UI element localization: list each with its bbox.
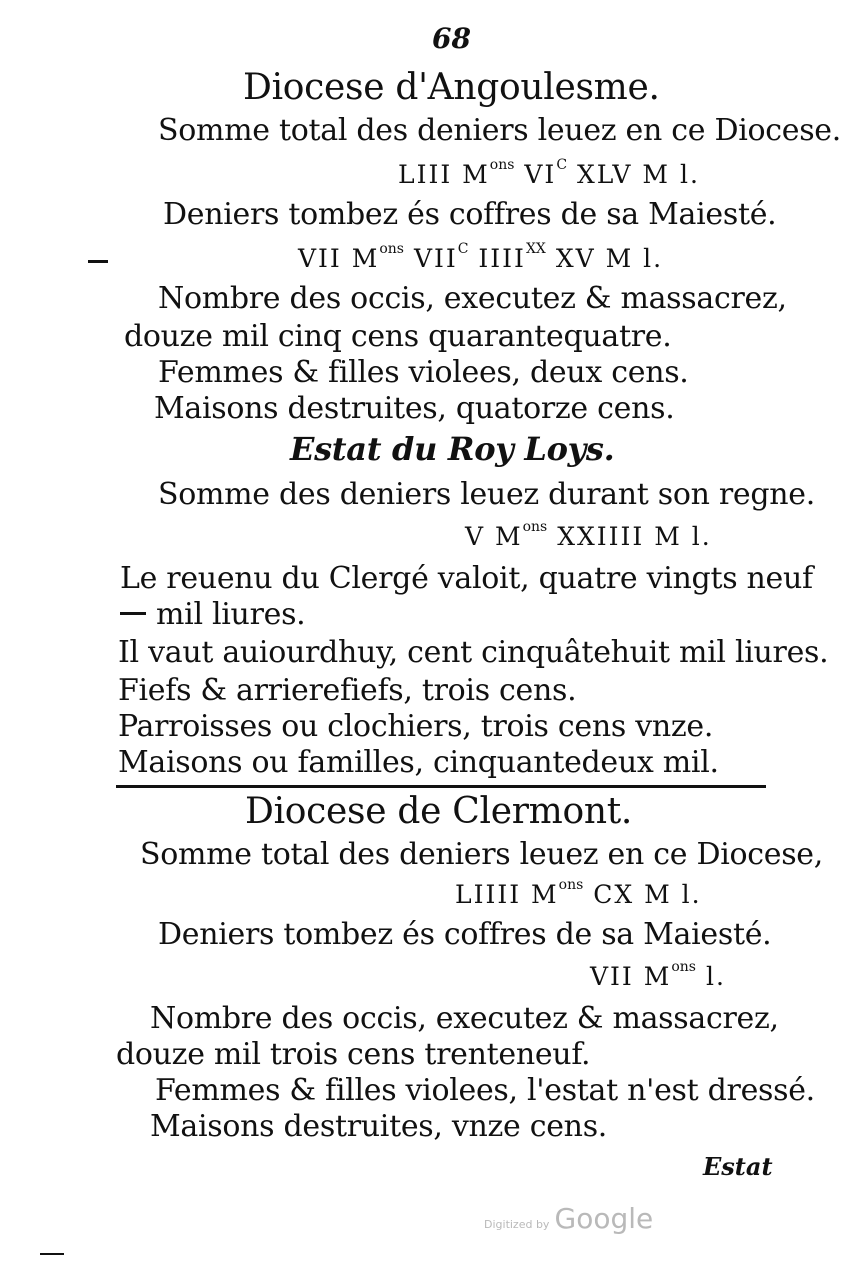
families-count: Maisons ou familles, cinquantedeux mil. bbox=[118, 745, 719, 780]
margin-mark-bottom bbox=[40, 1253, 64, 1255]
diocese-clermont-title: Diocese de Clermont. bbox=[245, 791, 633, 832]
estat-roy-loys-title: Estat du Roy Loys. bbox=[290, 430, 615, 468]
watermark-prefix: Digitized by bbox=[484, 1218, 550, 1231]
watermark-brand: Google bbox=[554, 1202, 654, 1235]
angoulesme-coffers-amount: VII $M^{ons}$ $VII^C$ $IIII^{XX}$ XV M l. bbox=[298, 241, 664, 273]
clermont-women: Femmes & filles violees, l'estat n'est dressé. bbox=[155, 1073, 815, 1108]
clergy-revenue-line1: Le reuenu du Clergé valoit, quatre vingts neuf bbox=[120, 561, 813, 596]
angoulesme-total-label: Somme total des deniers leuez en ce Diocese. bbox=[158, 113, 841, 148]
angoulesme-total-amount: LIII $M^{ons}$ $VI^C$ XLV M l. bbox=[398, 157, 700, 189]
diocese-angoulesme-title: Diocese d'Angoulesme. bbox=[243, 67, 660, 108]
catchword: Estat bbox=[703, 1152, 773, 1181]
fiefs-count: Fiefs & arrierefiefs, trois cens. bbox=[118, 673, 577, 708]
margin-mark-left-2 bbox=[120, 612, 146, 615]
clermont-killed-line1: Nombre des occis, executez & massacrez, bbox=[150, 1001, 779, 1036]
angoulesme-killed-line1: Nombre des occis, executez & massacrez, bbox=[158, 281, 787, 316]
present-revenue: Il vaut auiourdhuy, cent cinquâtehuit mil liures. bbox=[118, 635, 829, 670]
clermont-total-label: Somme total des deniers leuez en ce Diocese, bbox=[140, 837, 823, 872]
angoulesme-coffers-label: Deniers tombez és coffres de sa Maiesté. bbox=[163, 197, 777, 232]
page-number: 68 bbox=[432, 22, 471, 55]
clergy-revenue-line2: mil liures. bbox=[156, 597, 306, 632]
reign-total-amount: V $M^{ons}$ XXIIII M l. bbox=[465, 519, 712, 551]
angoulesme-houses: Maisons destruites, quatorze cens. bbox=[154, 391, 675, 426]
reign-total-label: Somme des deniers leuez durant son regne. bbox=[158, 477, 815, 512]
clermont-killed-line2: douze mil trois cens trenteneuf. bbox=[116, 1037, 591, 1072]
parishes-count: Parroisses ou clochiers, trois cens vnze. bbox=[118, 709, 714, 744]
section-divider bbox=[116, 785, 766, 788]
clermont-houses: Maisons destruites, vnze cens. bbox=[150, 1109, 608, 1144]
angoulesme-killed-line2: douze mil cinq cens quarantequatre. bbox=[124, 319, 672, 354]
clermont-coffers-label: Deniers tombez és coffres de sa Maiesté. bbox=[158, 917, 772, 952]
angoulesme-women: Femmes & filles violees, deux cens. bbox=[158, 355, 689, 390]
margin-mark-left bbox=[88, 260, 108, 263]
clermont-coffers-amount: VII $M^{ons}$ l. bbox=[590, 959, 726, 991]
clermont-total-amount: LIIII $M^{ons}$ CX M l. bbox=[455, 877, 702, 909]
google-watermark bbox=[484, 1202, 653, 1235]
